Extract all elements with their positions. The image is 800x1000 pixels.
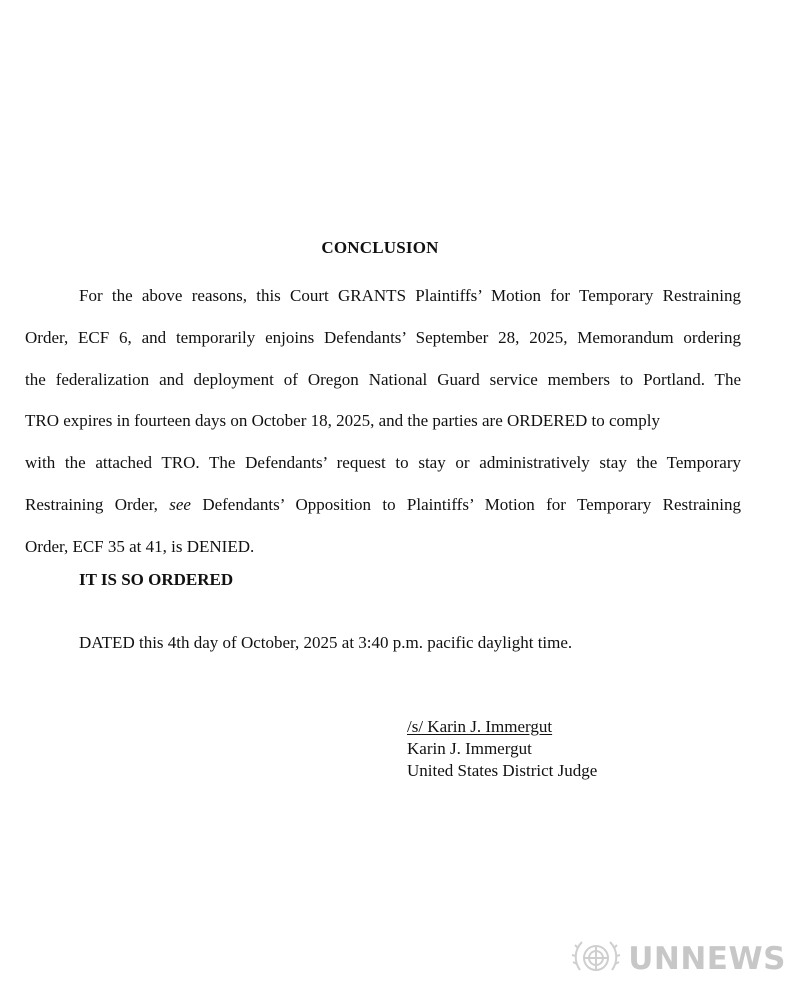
conclusion-paragraph xyxy=(25,275,741,568)
paragraph-line: Order, ECF 35 at 41, is DENIED. xyxy=(25,536,255,556)
section-heading: CONCLUSION xyxy=(321,238,439,257)
dated-line: DATED this 4th day of October, 2025 at 3:40 p.m. pacific daylight time. xyxy=(79,633,573,652)
paragraph-line: TRO expires in fourteen days on October 18, 2025, and the parties are ORDERED to comply xyxy=(25,411,660,431)
paragraph-line: with the attached TRO. The Defendants’ request to stay or administratively stay the Temporary xyxy=(25,453,741,473)
watermark-text: UNNEWS xyxy=(628,941,786,977)
paragraph-line: the federalization and deployment of Oregon National Guard service members to Portland. The xyxy=(25,369,741,389)
paragraph-line: For the above reasons, this Court GRANTS Plaintiffs’ Motion for Temporary Restraining xyxy=(79,286,741,305)
italic-signal: see xyxy=(169,494,191,514)
signature-block xyxy=(407,716,597,782)
line-segment: Restraining Order, xyxy=(25,494,170,514)
paragraph-line xyxy=(25,484,741,526)
un-news-watermark xyxy=(570,936,786,982)
paragraph-line: Order, ECF 6, and temporarily enjoins Defendants’ September 28, 2025, Memorandum ordering xyxy=(25,327,741,347)
electronic-signature: /s/ Karin J. Immergut xyxy=(407,717,553,736)
order-statement: IT IS SO ORDERED xyxy=(79,570,234,589)
judge-name: Karin J. Immergut xyxy=(407,739,532,758)
judge-title: United States District Judge xyxy=(407,761,598,780)
line-segment: Defendants’ Opposition to Plaintiffs’ Motion for Temporary Restraining xyxy=(190,494,741,514)
un-emblem-icon xyxy=(570,936,622,982)
